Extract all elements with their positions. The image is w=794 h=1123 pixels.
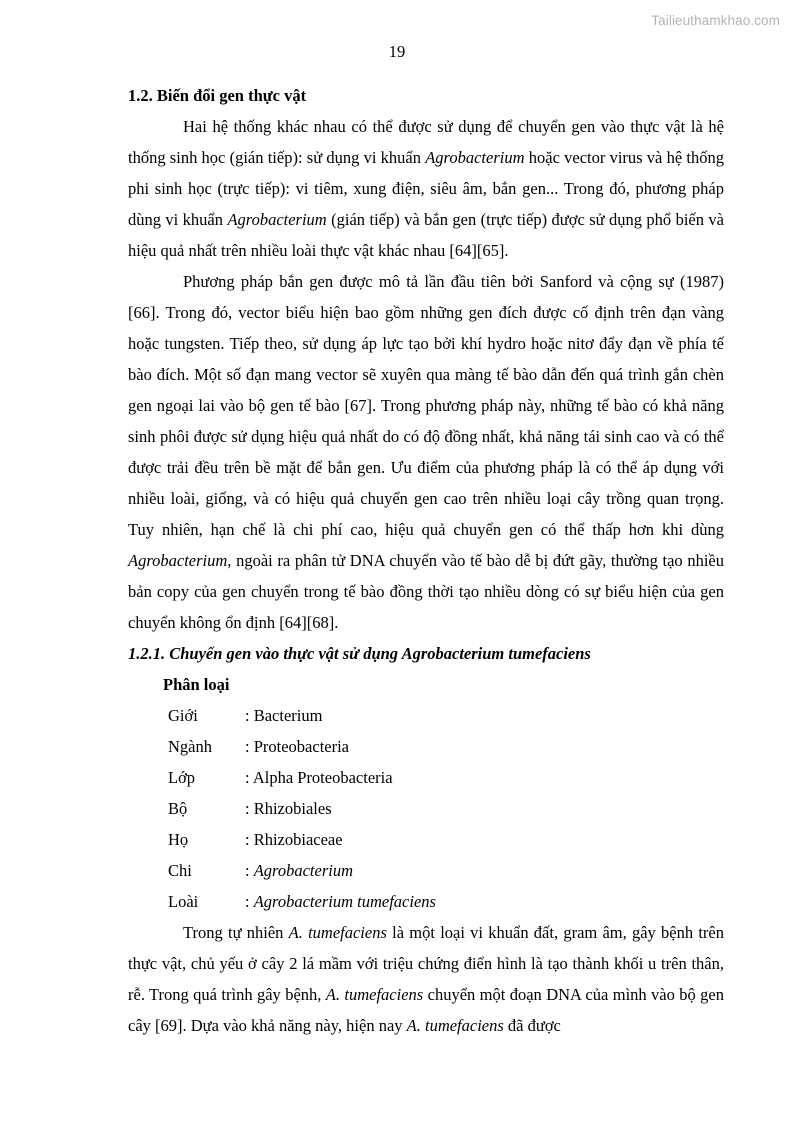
paragraph-3-text-a: Trong tự nhiên [183, 923, 289, 942]
species-name-agrobacterium-1: Agrobacterium [425, 148, 525, 167]
taxon-value [245, 700, 436, 731]
paragraph-3 [128, 917, 724, 1041]
species-name-agrobacterium-3: Agrobacterium [128, 551, 228, 570]
heading-1-2-1-number: 1.2.1. [128, 644, 170, 663]
taxon-name: Proteobacteria [253, 737, 350, 756]
taxon-separator: : [245, 737, 254, 756]
taxon-separator: : [245, 892, 254, 911]
paragraph-2-text-a: Phương pháp bắn gen được mô tả lần đầu tiên bởi Sanford và cộng sự (1987) [66]. Trong đó, vector biểu hiện bao gồm những gen đích được cố định trên đạn vàng hoặc tungsten. Tiếp theo, sử dụng áp lực tạo bởi khí hydro hoặc nitơ đẩy đạn về phía tế bào đích. Một số đạn mang vector sẽ xuyên qua màng tế bào dẫn đến quá trình gắn chèn gen ngoại lai vào bộ gen tế bào [67]. Trong phương pháp này, những tế bào có khả năng sinh phôi được sử dụng hiệu quả nhất do có độ đồng nhất, khả năng tái sinh cao và có thể được trải đều trên bề mặt để bắn gen. Ưu điểm của phương pháp là có thể áp dụng với nhiều loài, giống, và có hiệu quả chuyển gen cao trên nhiều loại cây trồng quan trọng. Tuy nhiên, hạn chế là chi phí cao, hiệu quả chuyển gen có thể thấp hơn khi dùng [128, 272, 724, 539]
paragraph-1 [128, 111, 724, 266]
taxon-value [245, 855, 436, 886]
taxon-value [245, 731, 436, 762]
taxon-name: Bacterium [253, 706, 323, 725]
taxon-rank: Loài [168, 892, 199, 911]
table-row [168, 824, 436, 855]
taxon-rank: Lớp [168, 768, 196, 787]
taxon-name: Agrobacterium [253, 861, 354, 880]
taxon-separator: : [245, 706, 254, 725]
taxon-name: Rhizobiaceae [253, 830, 343, 849]
section-heading-1-2: 1.2. Biến đổi gen thực vật [128, 86, 307, 105]
taxon-rank: Họ [168, 830, 189, 849]
taxon-value [245, 793, 436, 824]
taxon-rank: Bộ [168, 799, 188, 818]
paragraph-2-text-b: , ngoài ra phân tử DNA chuyển vào tế bào dễ bị đứt gãy, thường tạo nhiều bản copy của gen chuyển trong tế bào đồng thời tạo nhiều dòng có sự biểu hiện của gen chuyển không ổn định [64][68]. [128, 551, 724, 632]
heading-1-2-1-species: Agrobacterium tumefaciens [401, 644, 591, 663]
classification-table [168, 700, 436, 917]
paragraph-1-text-c: (gián tiếp) và bắn gen (trực tiếp) được sử dụng phổ biến và hiệu quả nhất trên nhiều loài thực vật khác nhau [64][65]. [128, 210, 724, 260]
table-row [168, 793, 436, 824]
paragraph-1-text-b: hoặc vector virus và hệ thống phi sinh học (trực tiếp): vi tiêm, xung điện, siêu âm, bắn gen... Trong đó, phương pháp dùng vi khuẩn [128, 148, 724, 229]
table-row [168, 731, 436, 762]
paragraph-2 [128, 266, 724, 638]
taxon-value [245, 762, 436, 793]
taxon-rank: Giới [168, 706, 198, 725]
table-row [168, 855, 436, 886]
taxon-value [245, 886, 436, 917]
page-content [128, 80, 724, 1041]
classification-label: Phân loại [163, 675, 230, 694]
taxon-name: Agrobacterium tumefaciens [253, 892, 436, 911]
paragraph-3-text-b: là một loại vi khuẩn đất, gram âm, gây bệnh trên thực vật, chủ yếu ở cây 2 lá mầm với triệu chứng điển hình là tạo thành khối u trên thân, rễ. Trong quá trình gây bệnh, [128, 923, 725, 1004]
taxon-separator: : [245, 799, 254, 818]
species-name-a-tumefaciens-2: A. tumefaciens [325, 985, 424, 1004]
heading-1-2-1-text: Chuyển gen vào thực vật sử dụng [169, 644, 402, 663]
species-name-agrobacterium-2: Agrobacterium [227, 210, 327, 229]
taxon-separator: : [245, 861, 254, 880]
section-heading-1-2-1 [128, 638, 724, 669]
classification-table-body [168, 700, 436, 917]
watermark-text: Tailieuthamkhao.com [651, 13, 780, 28]
taxon-separator: : [245, 830, 254, 849]
paragraph-3-text-d: đã được [503, 1016, 561, 1035]
table-row [168, 700, 436, 731]
paragraph-3-text-c: chuyển một đoạn DNA của mình vào bộ gen cây [69]. Dựa vào khả năng này, hiện nay [128, 985, 724, 1035]
paragraph-1-text-a: Hai hệ thống khác nhau có thể được sử dụng để chuyển gen vào thực vật là hệ thống sinh học (gián tiếp): sử dụng vi khuẩn [128, 117, 724, 167]
table-row [168, 762, 436, 793]
taxon-rank: Chi [168, 861, 192, 880]
species-name-a-tumefaciens-3: A. tumefaciens [406, 1016, 504, 1035]
taxon-separator: : [245, 768, 253, 787]
species-name-a-tumefaciens-1: A. tumefaciens [288, 923, 387, 942]
table-row [168, 886, 436, 917]
taxon-value [245, 824, 436, 855]
page-number: 19 [388, 42, 406, 61]
taxon-name: Rhizobiales [253, 799, 332, 818]
taxon-rank: Ngành [168, 737, 212, 756]
taxon-name: Alpha Proteobacteria [252, 768, 393, 787]
